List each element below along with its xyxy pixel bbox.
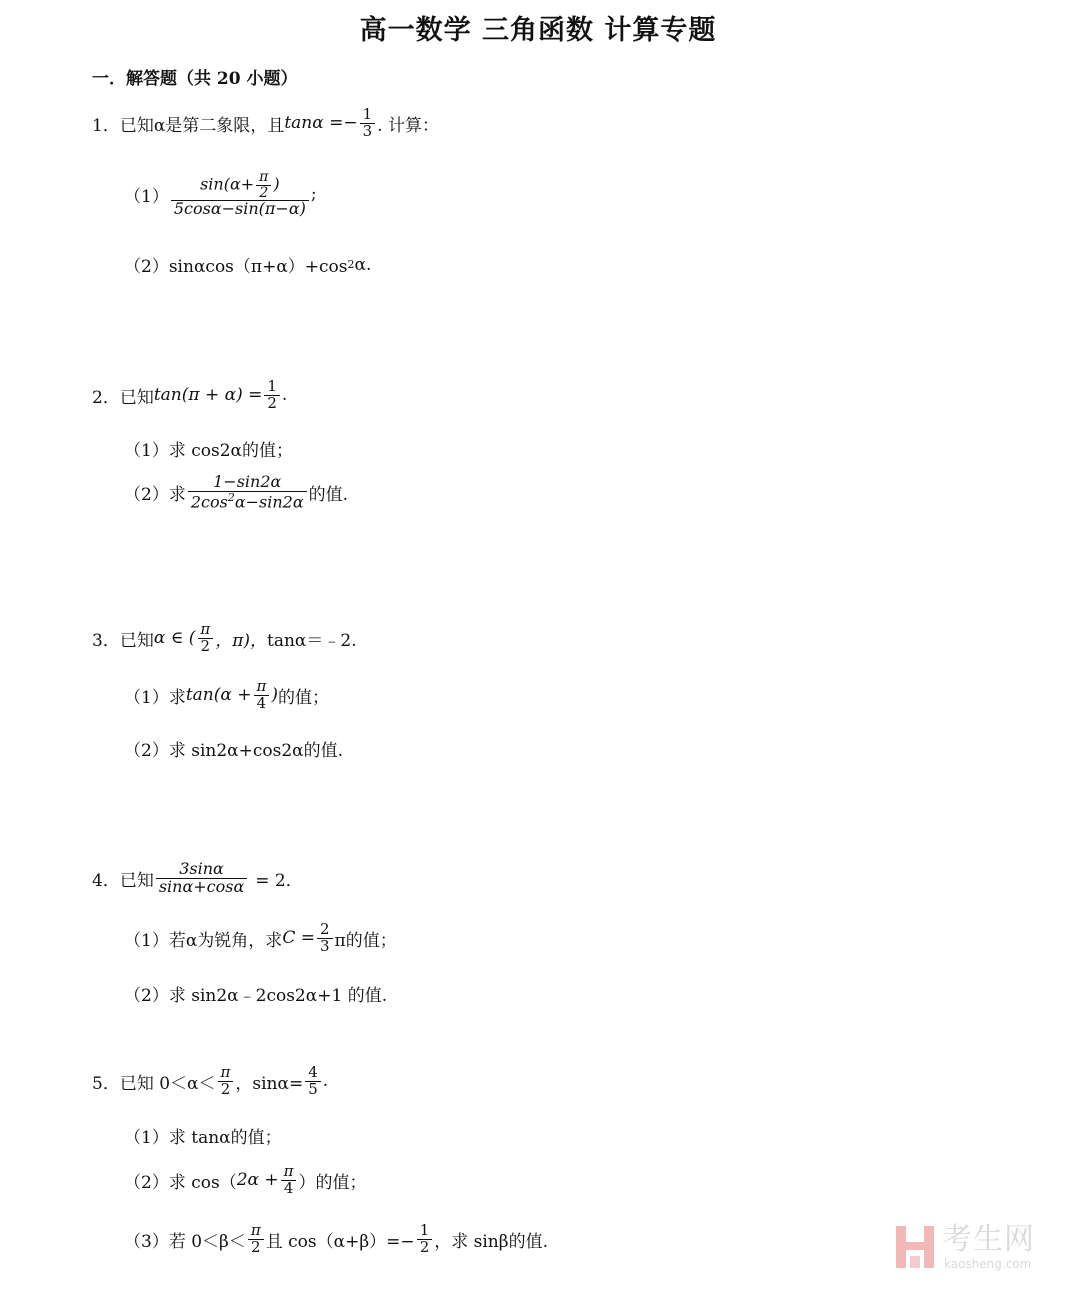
fraction-denominator: 4: [254, 695, 270, 712]
question-text: . 计算：: [377, 115, 439, 136]
page-title: 高一数学 三角函数 计算专题: [359, 15, 717, 46]
fraction-numerator: [197, 170, 283, 200]
question-text: 已知α是第二象限，且: [119, 115, 285, 136]
part-label: （2）: [124, 257, 169, 277]
question-text: 求 sin2α﹣2cos2α+1 的值.: [168, 986, 388, 1006]
part-label: （1）: [124, 687, 169, 708]
fraction: [317, 922, 333, 955]
question-text: 已知: [119, 630, 154, 651]
fraction-denominator: 2: [248, 1239, 264, 1256]
math-expr: 2cos: [190, 492, 228, 512]
punctuation: ;: [310, 184, 317, 205]
question-text: 的值.: [308, 484, 349, 505]
superscript: 2: [347, 258, 355, 271]
question-text: tanα＝﹣2.: [267, 630, 357, 651]
fraction-numerator: π: [256, 677, 267, 695]
part-label: （2）: [124, 484, 169, 505]
fraction-denominator: 3: [317, 938, 333, 955]
fraction-numerator: π: [250, 1221, 261, 1239]
fraction-denominator: 5cosα−sin(π−α): [171, 200, 309, 218]
part-label: （1）: [124, 930, 169, 951]
question-text: = 2．: [255, 870, 303, 891]
part-label: （1）: [124, 1128, 169, 1148]
math-expr: 2α +: [236, 1170, 279, 1191]
question-3: [92, 622, 357, 655]
question-text: 求 cos2α的值；: [168, 441, 294, 461]
question-5-part-3: [124, 1223, 548, 1256]
question-5-part-1: [124, 1123, 282, 1148]
question-1: [92, 107, 439, 140]
part-label: （1）: [124, 186, 169, 207]
fraction: [156, 861, 247, 896]
fraction-denominator: 2: [218, 1081, 234, 1098]
question-text: ）的值；: [298, 1172, 367, 1193]
question-text: 已知: [119, 870, 154, 891]
fraction: [360, 107, 376, 140]
math-expr: tanα =−: [284, 113, 358, 134]
question-5: [92, 1065, 328, 1098]
question-text: α.: [354, 254, 372, 275]
math-expr: C =: [282, 928, 315, 949]
fraction-numerator: 1: [267, 377, 277, 395]
fraction-numerator: 1: [419, 1221, 430, 1239]
math-expr: sin(α+: [200, 174, 255, 194]
question-text: 求 sin2α+cos2α的值.: [168, 741, 344, 761]
question-2: [92, 379, 287, 412]
watermark-url: kaosheng.com: [944, 1257, 1032, 1271]
fraction: [188, 474, 307, 511]
fraction: [197, 622, 213, 655]
question-3-part-2: [124, 736, 343, 761]
part-label: （2）: [124, 1172, 169, 1193]
part-label: （2）: [124, 741, 169, 761]
question-text: 求 tanα的值；: [168, 1128, 282, 1148]
question-text: 若α为锐角，求: [168, 930, 283, 951]
math-expr: ): [273, 174, 280, 194]
math-expr: tan(α +: [185, 685, 252, 706]
fraction-denominator: 2: [264, 395, 280, 412]
math-expr: ): [271, 685, 279, 706]
fraction-numerator: 1: [362, 105, 373, 123]
fraction-denominator: 2: [417, 1239, 433, 1256]
question-text: 的值；: [278, 687, 330, 708]
question-text: .: [322, 1071, 329, 1092]
fraction: [264, 379, 280, 412]
fraction-denominator: 3: [360, 123, 376, 140]
math-expr: α−sin2α: [234, 492, 304, 512]
question-3-part-1: [124, 679, 329, 712]
question-text: .: [281, 385, 288, 406]
fraction-denominator: 2: [198, 638, 214, 655]
question-4: [92, 861, 303, 896]
question-2-part-1: [124, 436, 293, 461]
question-number: 1．: [92, 115, 120, 136]
part-label: （3）: [124, 1231, 169, 1252]
question-text: 若 0＜β＜: [168, 1231, 246, 1252]
question-5-part-2: [124, 1164, 367, 1197]
fraction: [305, 1065, 321, 1098]
fraction-numerator: π: [259, 169, 269, 185]
question-text: sinαcos（π+α）+cos: [168, 257, 348, 277]
fraction-denominator: [188, 491, 307, 511]
question-1-part-1: [124, 170, 317, 218]
question-text: ，求 sinβ的值.: [434, 1231, 548, 1252]
question-number: 2．: [92, 387, 120, 408]
question-text: 求: [168, 484, 186, 505]
part-label: （1）: [124, 441, 169, 461]
fraction: [248, 1223, 264, 1256]
fraction-numerator: π: [200, 620, 211, 638]
question-4-part-2: [124, 981, 387, 1006]
fraction-numerator: 3sinα: [179, 859, 224, 878]
fraction-denominator: 5: [305, 1081, 321, 1098]
fraction-numerator: 4: [308, 1063, 318, 1081]
superscript: 2: [227, 490, 235, 504]
question-text: ，sinα=: [235, 1073, 304, 1094]
question-text: 求: [168, 687, 186, 708]
fraction-numerator: 1−sin2α: [213, 472, 282, 491]
watermark: [894, 1220, 1054, 1274]
question-text: 已知 0＜α＜: [119, 1073, 216, 1094]
question-text: π的值；: [334, 930, 397, 951]
question-text: 求 cos（: [168, 1172, 237, 1193]
math-expr: ，π)，: [215, 630, 268, 651]
question-4-part-1: [124, 922, 397, 955]
kaosheng-logo-icon: [894, 1222, 936, 1272]
question-text: 已知: [119, 387, 154, 408]
fraction-denominator: 4: [281, 1180, 297, 1197]
fraction-denominator: sinα+cosα: [156, 878, 247, 896]
fraction: [417, 1223, 433, 1256]
question-number: 5．: [92, 1073, 120, 1094]
fraction-numerator: π: [283, 1162, 294, 1180]
question-number: 4．: [92, 870, 120, 891]
section-heading: 一．解答题（共 20 小题）: [92, 69, 298, 89]
fraction-numerator: 2: [319, 920, 330, 938]
watermark-text: 考生网: [942, 1222, 1035, 1257]
part-label: （2）: [124, 986, 169, 1006]
fraction-denominator: 2: [256, 185, 271, 201]
question-2-part-2: [124, 474, 348, 511]
fraction: [171, 170, 309, 218]
question-text: 且 cos（α+β）=−: [265, 1231, 415, 1252]
math-expr: tan(π + α) =: [153, 385, 263, 406]
fraction: [281, 1164, 297, 1197]
fraction-numerator: π: [220, 1063, 231, 1081]
math-expr: α ∈ (: [153, 628, 196, 649]
question-1-part-2: [124, 252, 371, 277]
fraction: [218, 1065, 234, 1098]
fraction: [256, 170, 271, 200]
fraction: [254, 679, 270, 712]
question-number: 3．: [92, 630, 120, 651]
